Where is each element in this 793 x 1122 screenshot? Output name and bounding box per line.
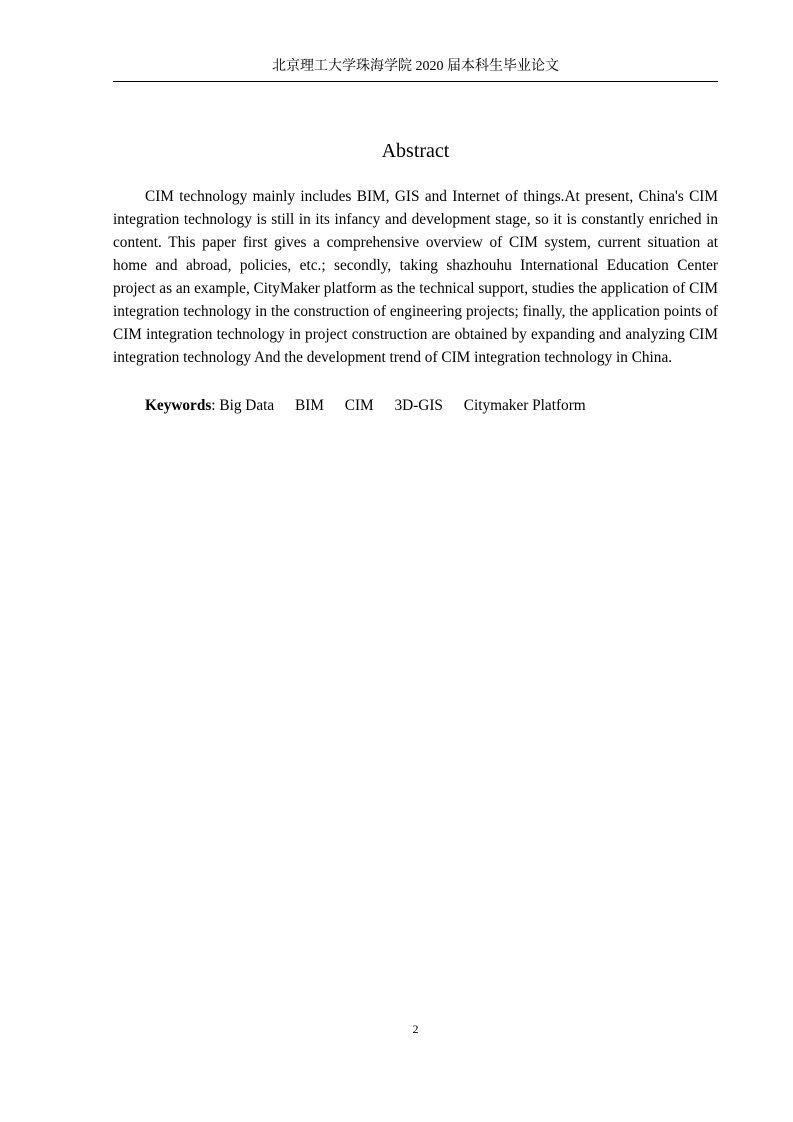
keywords-label: Keywords	[145, 397, 212, 414]
page-number: 2	[412, 1022, 419, 1036]
keyword-item: 3D-GIS	[394, 397, 443, 414]
page-header	[113, 57, 718, 82]
abstract-title: Abstract	[381, 140, 450, 162]
keyword-item: CIM	[344, 397, 374, 414]
keyword-item: Big Data	[219, 397, 275, 414]
keywords-line	[113, 394, 718, 417]
keyword-item: BIM	[295, 397, 324, 414]
abstract-body: CIM technology mainly includes BIM, GIS and Internet of things.At present, China's CIM integration technology is still in its infancy and development stage, so it is constantly enriched in content. This paper first gives a comprehensive overview of CIM system, current situation at home and abroad, policies, etc.; secondly, taking shazhouhu International Education Center project as an example, CityMaker platform as the technical support, studies the application of CIM integration technology in the construction of engineering projects; finally, the application points of CIM integration technology in project construction are obtained by expanding and analyzing CIM integration technology And the development trend of CIM integration technology in China.	[113, 188, 718, 366]
header-title: 北京理工大学珠海学院 2020 届本科生毕业论文	[272, 59, 559, 74]
keywords-separator: :	[211, 397, 216, 414]
keyword-item: Citymaker Platform	[463, 397, 586, 414]
